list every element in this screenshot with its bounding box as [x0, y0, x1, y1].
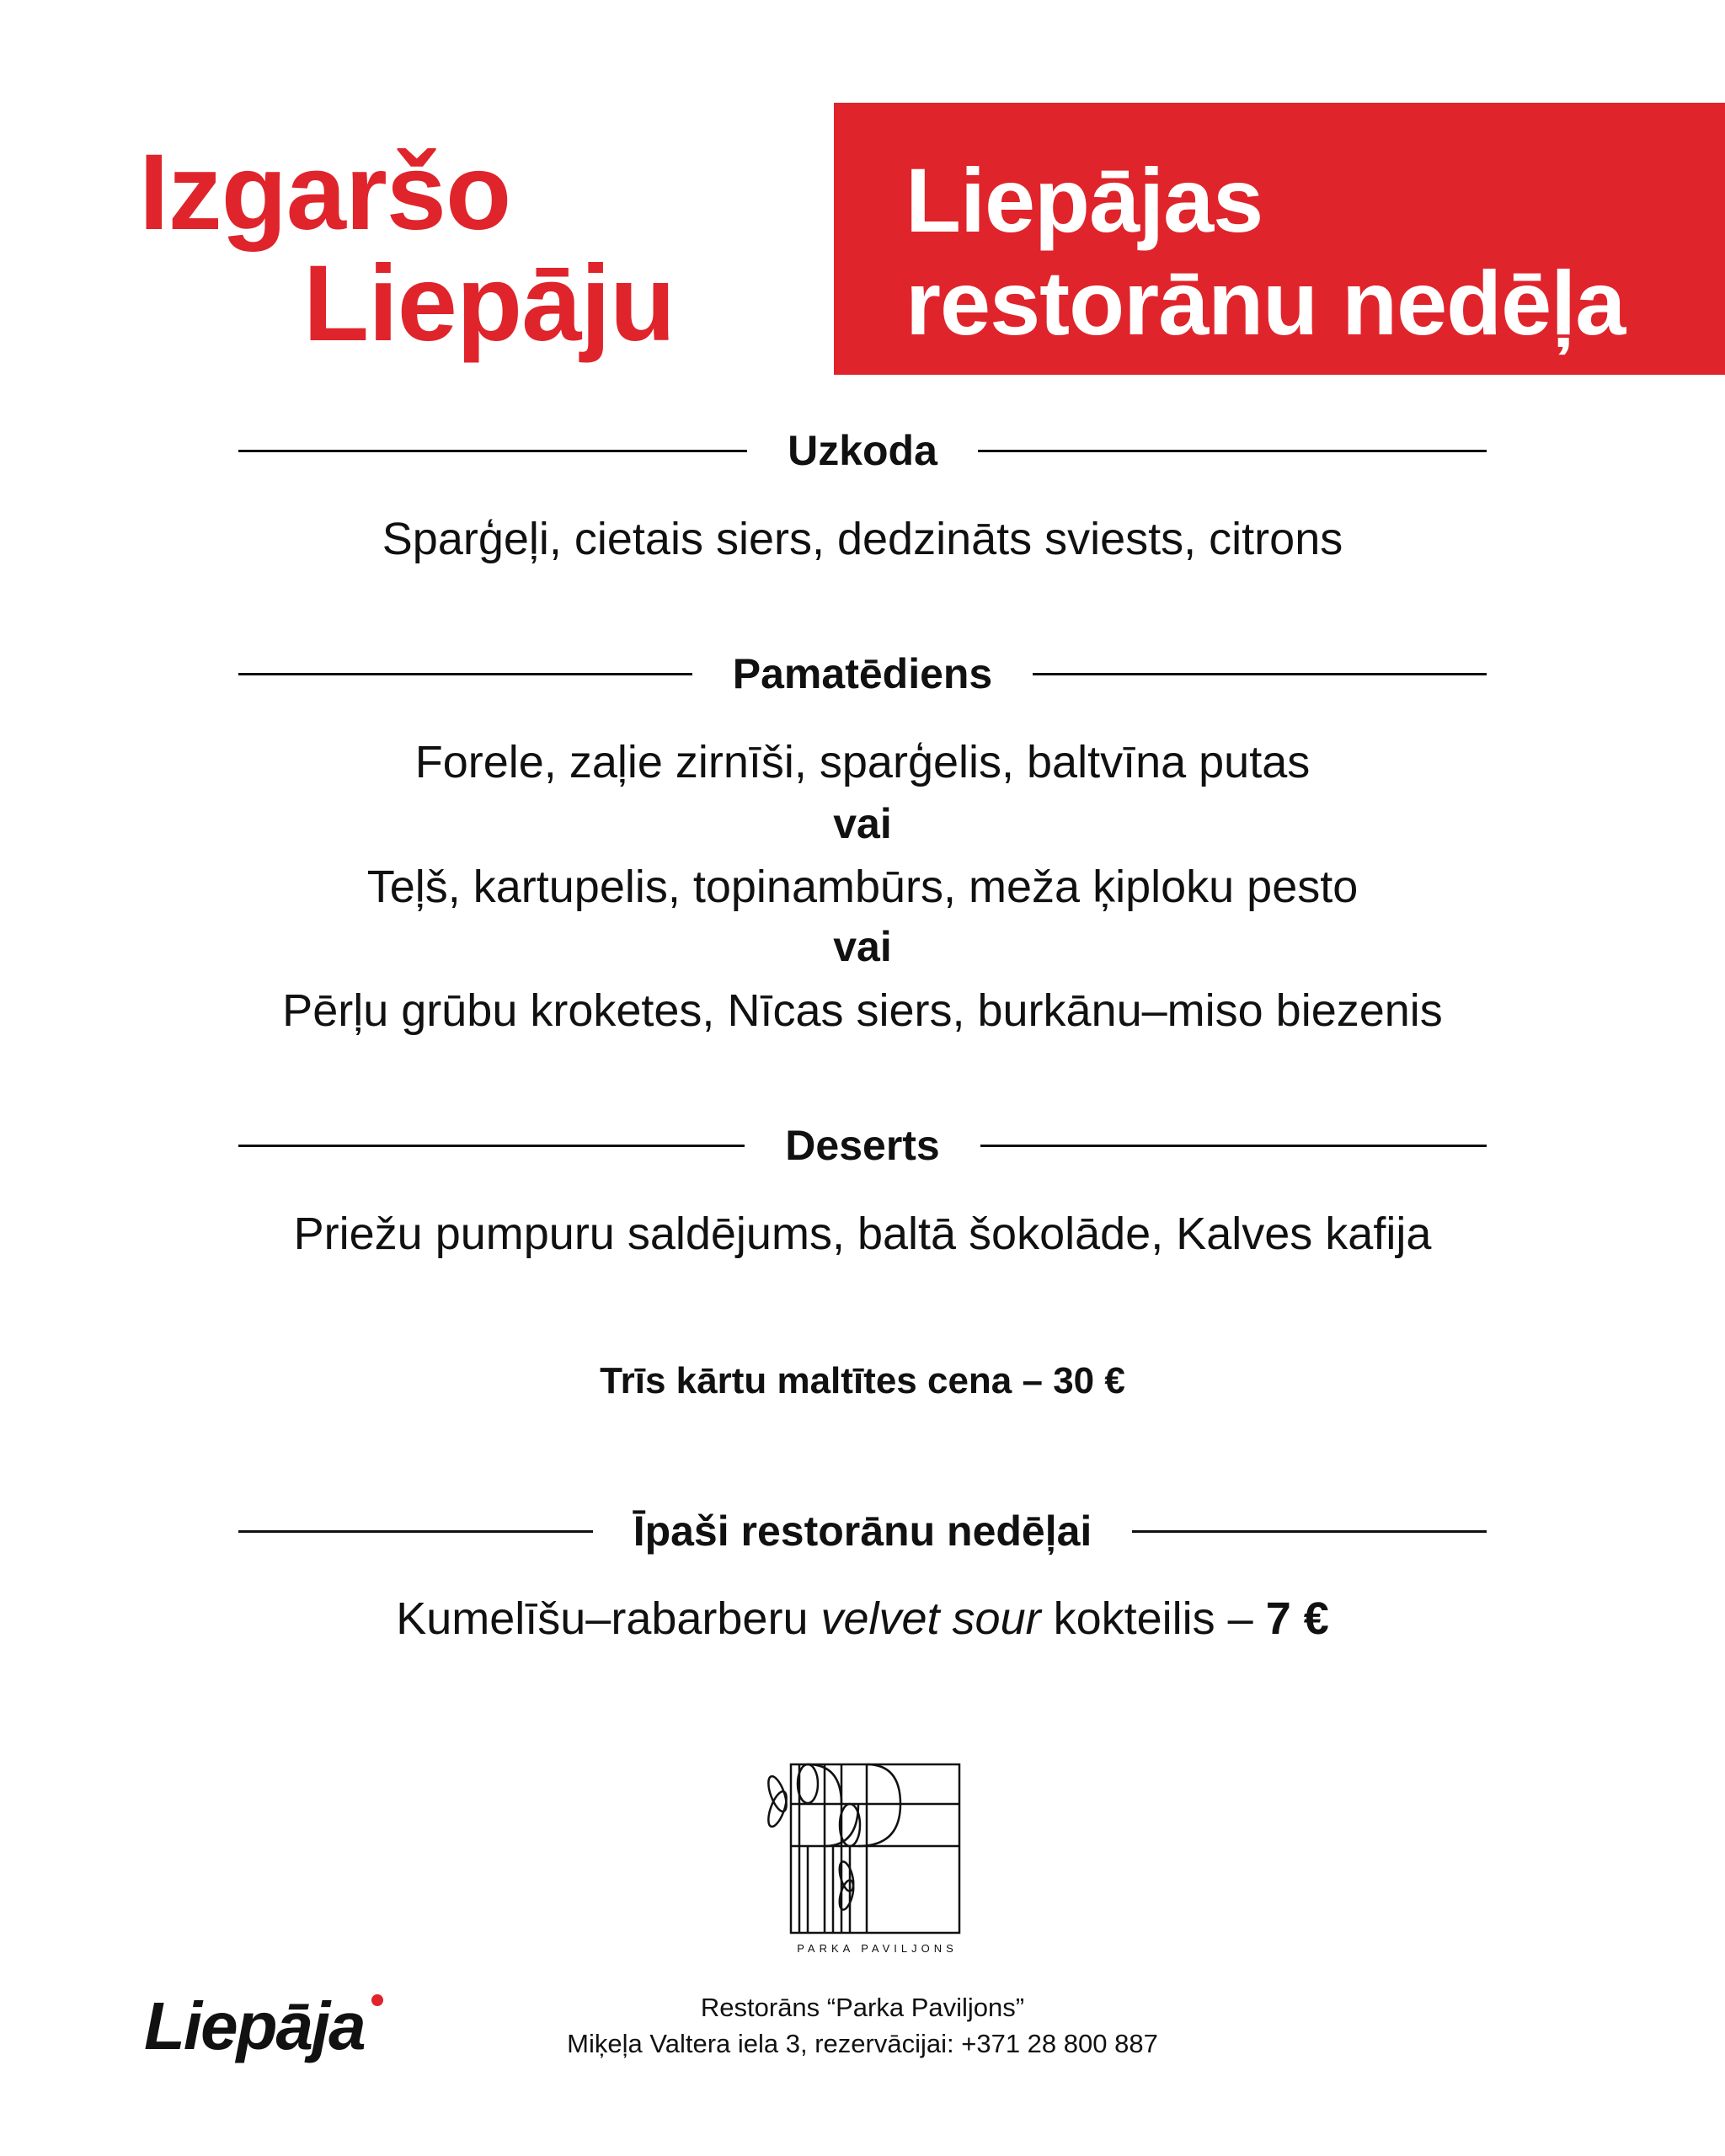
starter-item: Sparģeļi, cietais siers, dedzināts sviests, citrons — [382, 514, 1343, 564]
main-item-2: Teļš, kartupelis, topinambūrs, meža ķiploku pesto — [366, 862, 1359, 912]
parka-paviljons-logo-text: PARKA PAVILJONS — [797, 1942, 958, 1955]
parka-paviljons-emblem-icon — [754, 1760, 964, 1941]
campaign-title-line-1: Izgaršo — [139, 132, 511, 253]
or-separator: vai — [833, 923, 892, 970]
event-banner — [834, 103, 1725, 375]
section-title: Pamatēdiens — [732, 650, 993, 697]
section-heading-main — [238, 649, 1487, 698]
divider-line — [1033, 673, 1487, 675]
special-item — [0, 1593, 1725, 1645]
main-item-3: Pērļu grūbu kroketes, Nīcas siers, burkānu–miso biezenis — [282, 985, 1443, 1036]
main-item-1: Forele, zaļie zirnīši, sparģelis, baltvīna putas — [414, 737, 1311, 787]
special-item-suffix: kokteilis – — [1040, 1593, 1266, 1644]
section-heading-special — [238, 1507, 1487, 1556]
divider-line — [1132, 1530, 1487, 1533]
section-title: Deserts — [785, 1122, 940, 1169]
restaurant-address: Miķeļa Valtera iela 3, rezervācijai: +371 28 800 887 — [567, 2029, 1158, 2058]
section-heading-starter — [238, 426, 1487, 475]
restaurant-name: Restorāns “Parka Paviljons” — [700, 1993, 1025, 2022]
campaign-title — [139, 132, 676, 364]
special-item-italic: velvet sour — [820, 1593, 1041, 1644]
section-title: Uzkoda — [788, 427, 937, 474]
parka-paviljons-logo — [754, 1760, 964, 1962]
divider-line — [238, 450, 747, 452]
section-heading-dessert — [238, 1121, 1487, 1170]
dessert-item: Priežu pumpuru saldējums, baltā šokolāde, Kalves kafija — [293, 1209, 1432, 1259]
event-title-line-1: Liepājas — [905, 149, 1263, 251]
liepaja-logo-text: Liepāja — [144, 1988, 365, 2063]
divider-line — [978, 450, 1487, 452]
section-title: Īpaši restorānu nedēļai — [633, 1508, 1092, 1555]
event-title-line-2: restorānu nedēļa — [905, 252, 1626, 354]
special-item-name: Kumelīšu–rabarberu — [396, 1593, 821, 1644]
divider-line — [238, 1145, 745, 1147]
special-item-price: 7 € — [1265, 1593, 1329, 1644]
divider-line — [238, 1530, 593, 1533]
campaign-title-line-2: Liepāju — [303, 243, 676, 364]
divider-line — [980, 1145, 1487, 1147]
divider-line — [238, 673, 692, 675]
event-title — [905, 149, 1626, 354]
or-separator: vai — [833, 800, 892, 847]
menu-price: Trīs kārtu maltītes cena – 30 € — [600, 1360, 1125, 1401]
